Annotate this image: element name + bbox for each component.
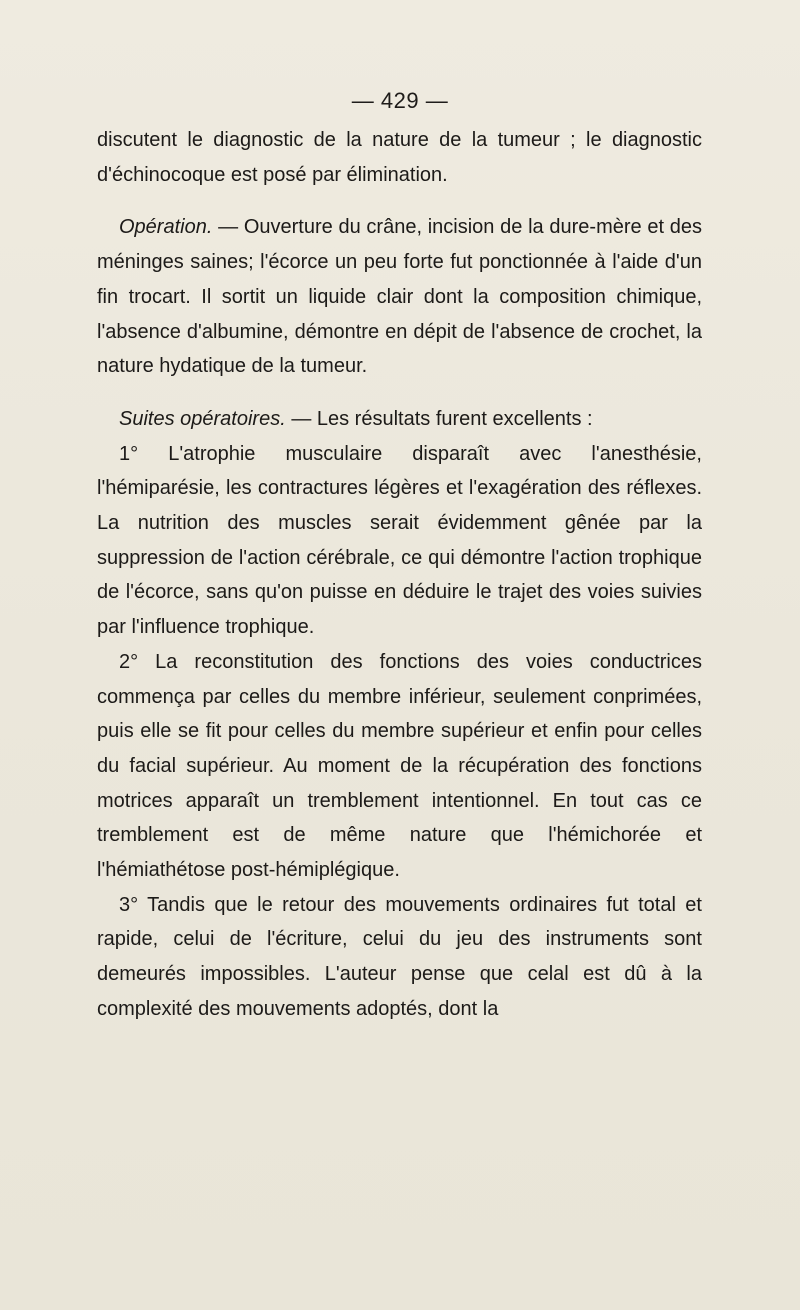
paragraph-suites-operatoires: [97, 402, 702, 437]
paragraph-diagnosis: [97, 123, 702, 192]
paragraph-text: discutent le diagnostic de la nature de la tumeur ; le diagnostic d'échinocoque est posé par élimination.: [97, 129, 702, 186]
section-heading-operation: Opération.: [119, 216, 213, 239]
paragraph-text: 2° La reconstitution des fonctions des voies conductrices commença par celles du membre inférieur, seulement conprimées, puis elle se fit pour celles du membre supérieur et enfin pour celles du facial supérieur. Au moment de la récupération des fonctions motrices apparaît un tremblement intentionnel. En tout cas ce tremblement est de même nature que l'hémichorée et l'hémiathétose post-hémiplégique.: [97, 650, 702, 882]
page-number: — 429 —: [351, 88, 449, 113]
paragraph-text: 1° L'atrophie musculaire disparaît avec l'anesthésie, l'hémiparésie, les contractures légères et l'exagération des réflexes. La nutrition des muscles serait évidemment gênée par la suppression de l'action cérébrale, ce qui démontre l'action trophique de l'écorce, sans qu'on puisse en déduire le trajet des voies suivies par l'influence trophique.: [97, 442, 702, 639]
paragraph-text: 3° Tandis que le retour des mouvements ordinaires fut total et rapide, celui de l'écriture, celui du jeu des instruments sont demeurés impossibles. L'auteur pense que celal est dû à la complexité des mouvements adoptés, dont la: [97, 893, 702, 1020]
paragraph-item-2: [97, 645, 702, 888]
paragraph-text: — Les résultats furent excellents :: [285, 407, 593, 430]
paragraph-item-1: [97, 437, 702, 645]
paragraph-operation: [97, 210, 702, 384]
paragraph-text: — Ouverture du crâne, incision de la dure-mère et des méninges saines; l'écorce un peu forte fut ponctionnée à l'aide d'un fin trocart. Il sortit un liquide clair dont la composition chimique, l'absence d'albumine, démontre en dépit de l'absence de crochet, la nature hydatique de la tumeur.: [97, 216, 702, 378]
section-heading-suites-operatoires: Suites opératoires.: [119, 407, 286, 430]
paragraph-item-3: [97, 888, 702, 1027]
body-text: [97, 123, 702, 1027]
